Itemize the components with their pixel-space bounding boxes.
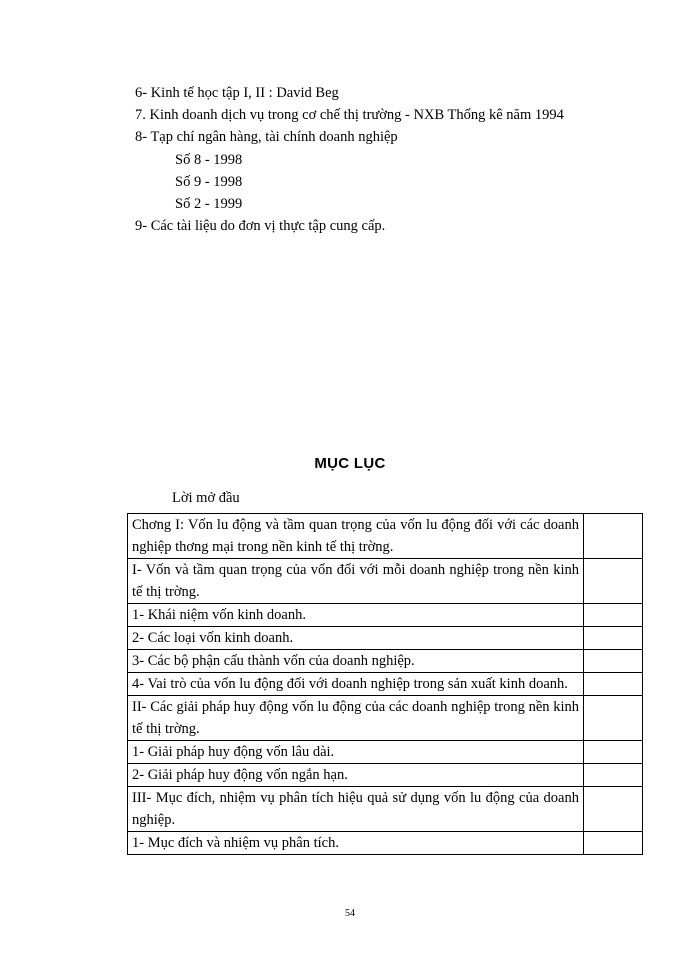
- toc-row: [128, 514, 643, 559]
- toc-entry: Chơng I: Vốn lu động và tầm quan trọng của vốn lu động đối với các doanh nghiệp thơng mại trong nền kinh tế thị trờng.: [128, 514, 584, 559]
- toc-entry: 2- Các loại vốn kinh doanh.: [128, 627, 584, 650]
- toc-page-cell: [584, 514, 643, 559]
- reference-item-8: 8- Tạp chí ngân hàng, tài chính doanh nghiệp: [135, 129, 398, 146]
- toc-page-cell: [584, 741, 643, 764]
- page-number: 54: [345, 908, 355, 919]
- toc-page-cell: [584, 832, 643, 855]
- toc-entry: 1- Giải pháp huy động vốn lâu dài.: [128, 741, 584, 764]
- toc-entry: III- Mục đích, nhiệm vụ phân tích hiệu quả sử dụng vốn lu động của doanh nghiệp.: [128, 787, 584, 832]
- toc-page-cell: [584, 627, 643, 650]
- toc-table: [127, 513, 643, 855]
- toc-page-cell: [584, 650, 643, 673]
- toc-row: [128, 696, 643, 741]
- toc-page-cell: [584, 673, 643, 696]
- reference-issue: Số 9 - 1998: [175, 173, 243, 190]
- reference-item-9: 9- Các tài liệu do đơn vị thực tập cung cấp.: [135, 218, 386, 235]
- toc-entry: II- Các giải pháp huy động vốn lu động của các doanh nghiệp trong nền kinh tế thị trờng.: [128, 696, 584, 741]
- toc-row: [128, 787, 643, 832]
- reference-item-6: 6- Kinh tế học tập I, II : David Beg: [135, 85, 339, 101]
- toc-row: [128, 650, 643, 673]
- toc-entry: I- Vốn và tầm quan trọng của vốn đối với mỗi doanh nghiệp trong nền kinh tế thị trờng.: [128, 559, 584, 604]
- toc-row: [128, 627, 643, 650]
- reference-item-7: 7. Kinh doanh dịch vụ trong cơ chế thị trường - NXB Thống kê năm 1994: [135, 107, 564, 124]
- reference-list: [135, 82, 655, 237]
- toc-page-cell: [584, 604, 643, 627]
- toc-row: [128, 764, 643, 787]
- toc-entry: 4- Vai trò của vốn lu động đối với doanh nghiệp trong sản xuất kinh doanh.: [128, 673, 584, 696]
- toc-entry: 1- Mục đích và nhiệm vụ phân tích.: [128, 832, 584, 855]
- toc-page-cell: [584, 696, 643, 741]
- toc-row: [128, 559, 643, 604]
- toc-page-cell: [584, 559, 643, 604]
- reference-issue: Số 2 - 1999: [175, 196, 243, 213]
- toc-page-cell: [584, 764, 643, 787]
- reference-issue: Số 8 - 1998: [175, 151, 243, 168]
- toc-row: [128, 832, 643, 855]
- toc-row: [128, 673, 643, 696]
- toc-entry: 2- Giải pháp huy động vốn ngắn hạn.: [128, 764, 584, 787]
- toc-row: [128, 741, 643, 764]
- toc-title: MỤC LỤC: [314, 455, 386, 472]
- toc-entry: 1- Khái niệm vốn kinh doanh.: [128, 604, 584, 627]
- toc-page-cell: [584, 787, 643, 832]
- toc-row: [128, 604, 643, 627]
- toc-entry: 3- Các bộ phận cấu thành vốn của doanh nghiệp.: [128, 650, 584, 673]
- toc-preface: Lời mở đầu: [172, 490, 240, 506]
